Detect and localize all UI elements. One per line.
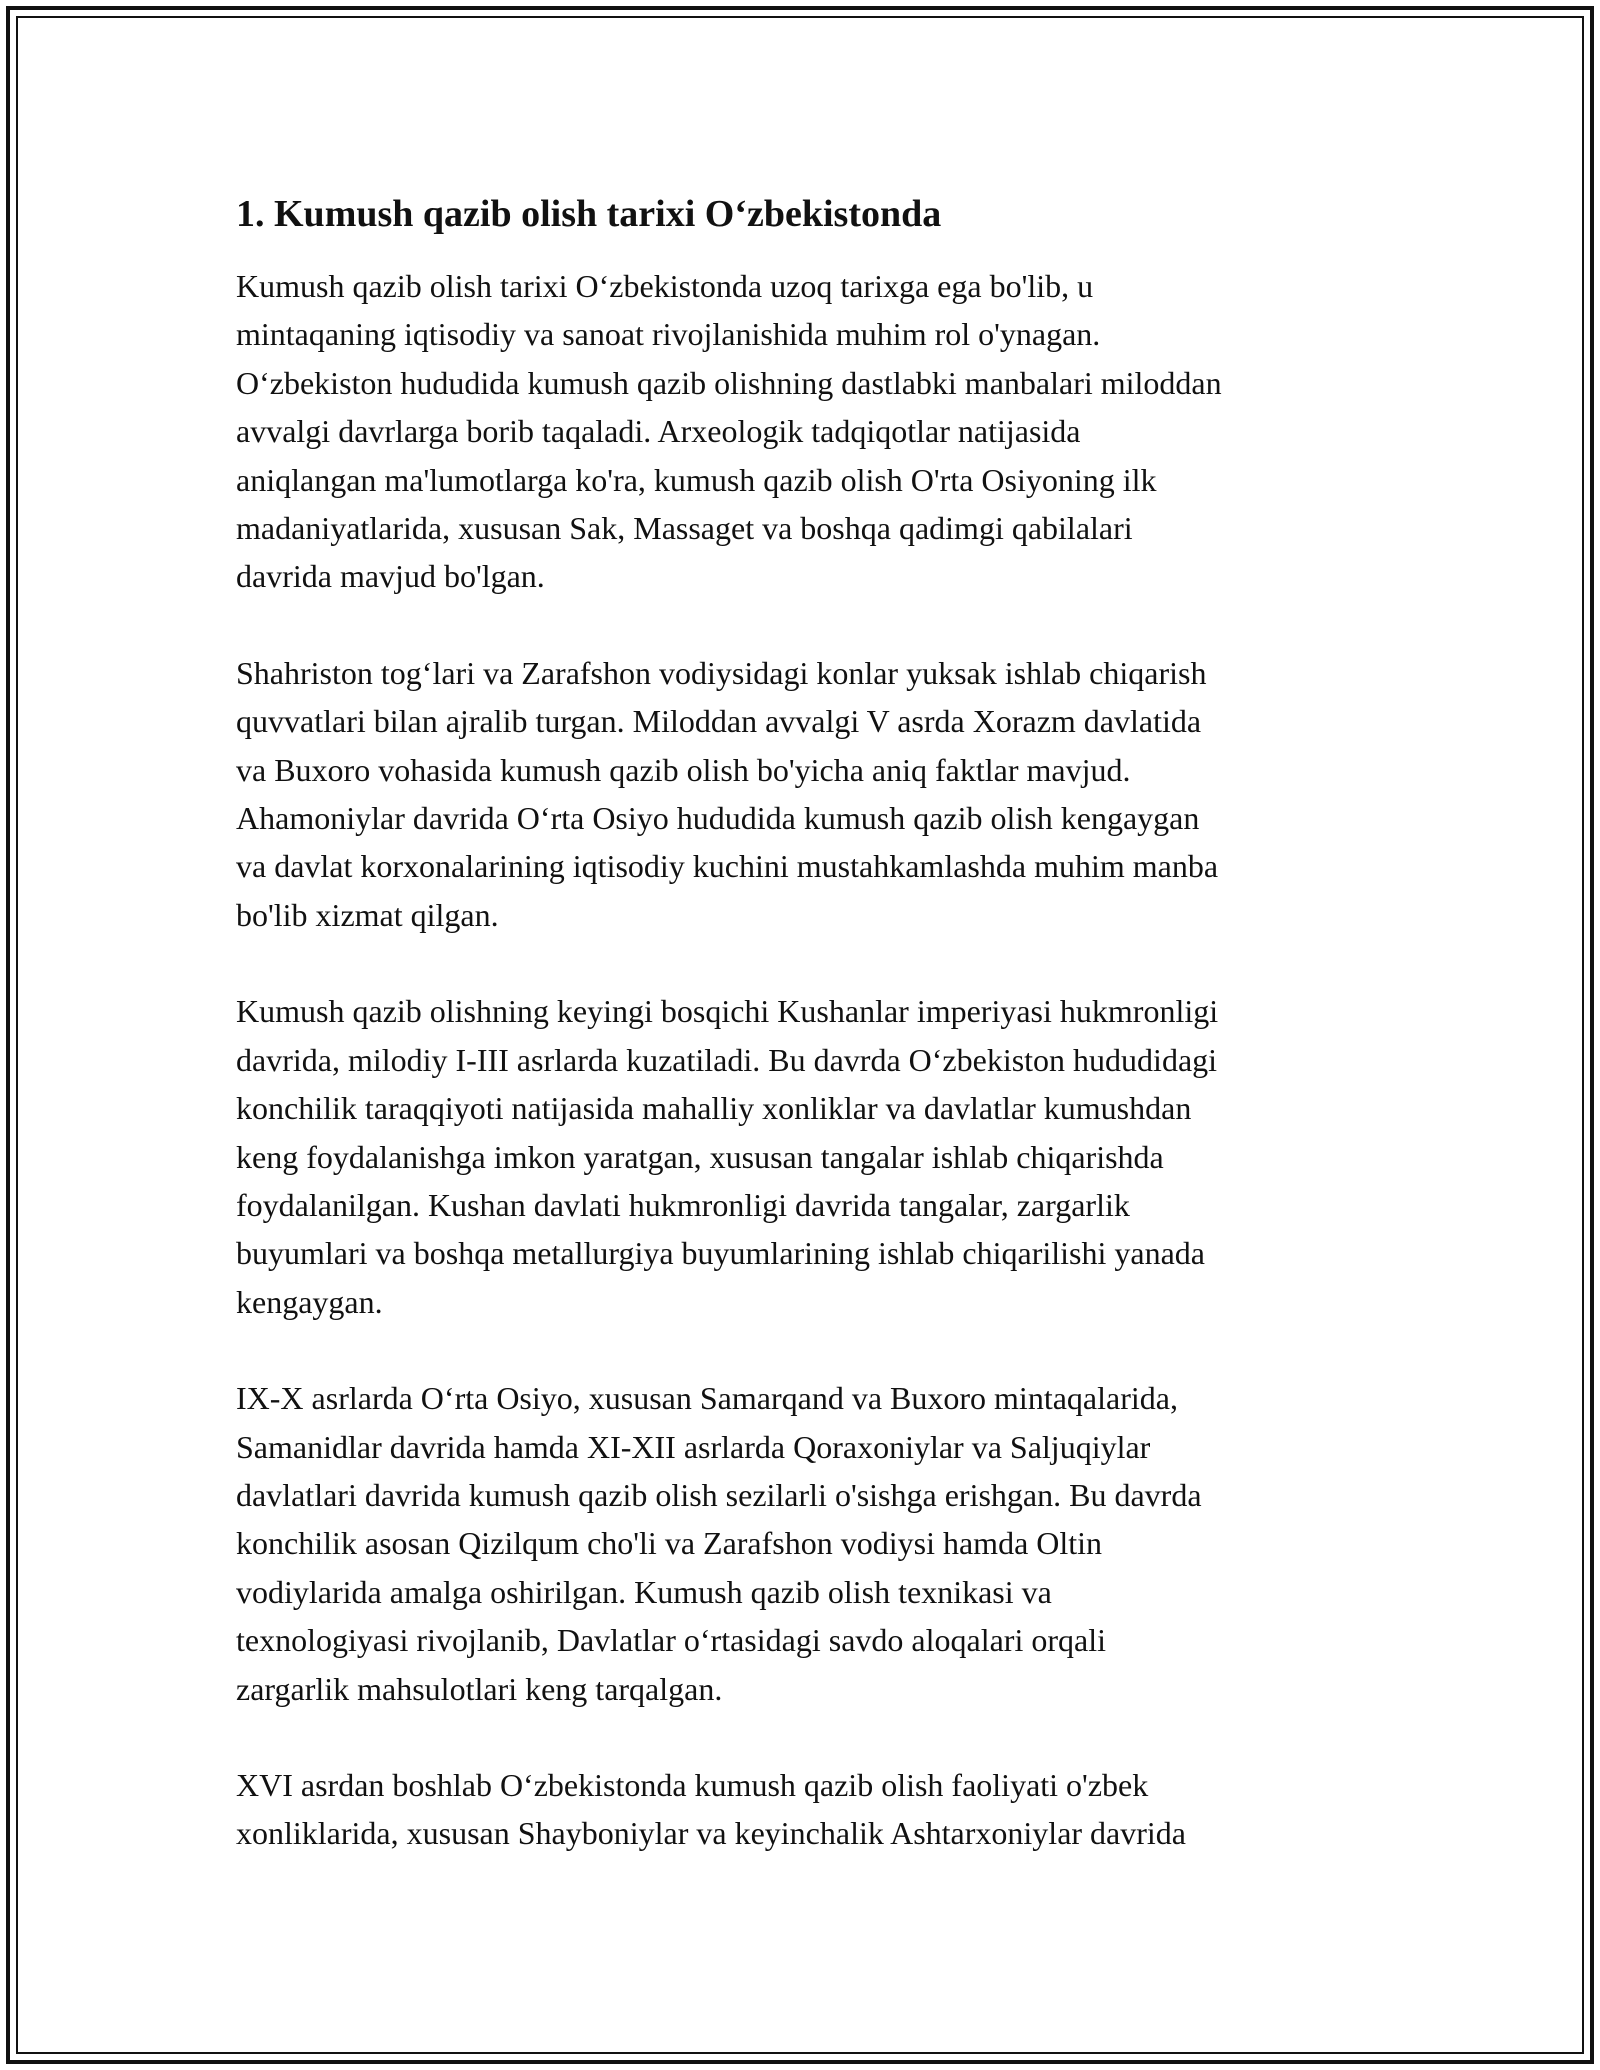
document-body xyxy=(236,188,1376,1906)
paragraph-2: Shahriston tog‘lari va Zarafshon vodiysidagi konlar yuksak ishlab chiqarish quvvatlari bilan ajralib turgan. Miloddan avvalgi V asrda Xorazm davlatida va Buxoro vohasida kumush qazib olish bo'yicha aniq faktlar mavjud. Ahamoniylar davrida O‘rta Osiyo hududida kumush qazib olish kengaygan va davlat korxonalarining iqtisodiy kuchini mustahkamlashda muhim manba bo'lib xizmat qilgan. xyxy=(236,654,1219,933)
paragraph-1: Kumush qazib olish tarixi O‘zbekistonda uzoq tarixga ega bo'lib, u mintaqaning iqtisodiy va sanoat rivojlanishida muhim rol o'ynagan. O‘zbekiston hududida kumush qazib olishning dastlabki manbalari miloddan avvalgi davrlarga borib taqaladi. Arxeologik tadqiqotlar natijasida aniqlangan ma'lumotlarga ko'ra, kumush qazib olish O'rta Osiyoning ilk madaniyatlarida, xususan Sak, Massaget va boshqa qadimgi qabilalari davrida mavjud bo'lgan. xyxy=(236,268,1222,595)
section-heading: 1. Kumush qazib olish tarixi O‘zbekistonda xyxy=(236,193,942,235)
paragraph-4: IX-X asrlarda O‘rta Osiyo, xususan Samarqand va Buxoro mintaqalarida, Samanidlar davrida hamda XI-XII asrlarda Qoraxoniylar va Saljuqiylar davlatlari davrida kumush qazib olish sezilarli o'sishga erishgan. Bu davrda konchilik asosan Qizilqum cho'li va Zarafshon vodiysi hamda Oltin vodiylarida amalga oshirilgan. Kumush qazib olish texnikasi va texnologiyasi rivojlanib, Davlatlar o‘rtasidagi savdo aloqalari orqali zargarlik mahsulotlari keng tarqalgan. xyxy=(236,1380,1202,1707)
paragraph-3: Kumush qazib olishning keyingi bosqichi Kushanlar imperiyasi hukmronligi davrida, milodiy I-III asrlarda kuzatiladi. Bu davrda O‘zbekiston hududidagi konchilik taraqqiyoti natijasida mahalliy xonliklar va davlatlar kumushdan keng foydalanishga imkon yaratgan, xususan tangalar ishlab chiqarishda foydalanilgan. Kushan davlati hukmronligi davrida tangalar, zargarlik buyumlari va boshqa metallurgiya buyumlarining ishlab chiqarilishi yanada kengaygan. xyxy=(236,993,1219,1320)
paragraph-5: XVI asrdan boshlab O‘zbekistonda kumush qazib olish faoliyati o'zbek xonliklarida, xususan Shayboniylar va keyinchalik Ashtarxoniylar davrida xyxy=(236,1766,1186,1852)
